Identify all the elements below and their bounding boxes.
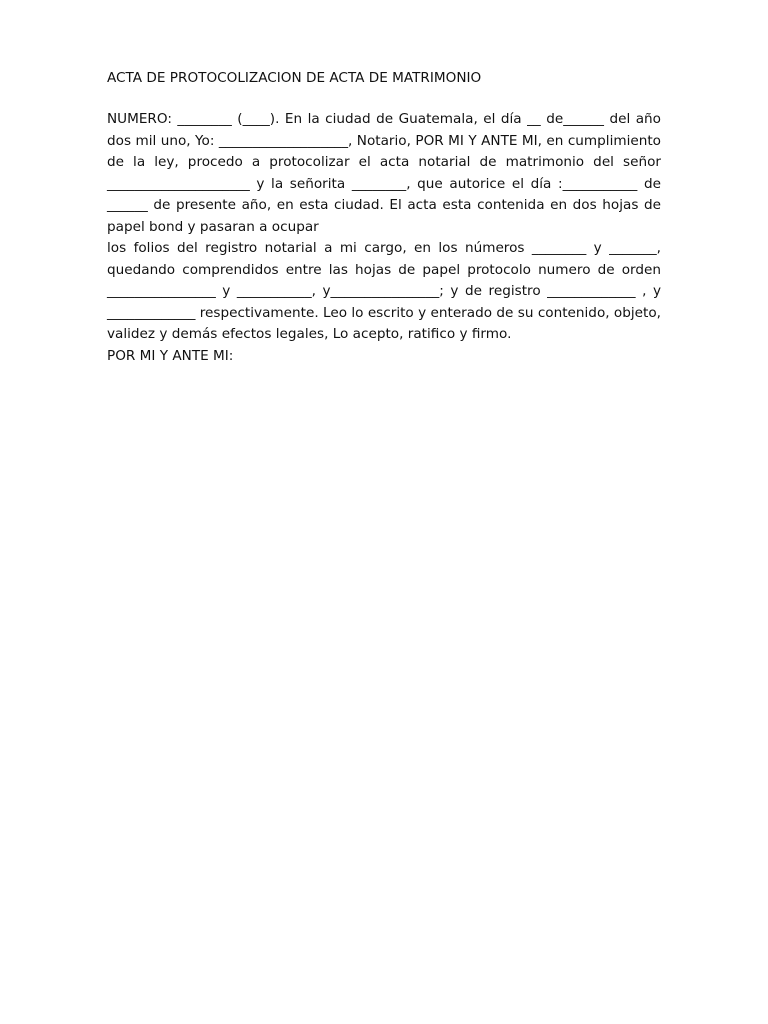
document-title: ACTA DE PROTOCOLIZACION DE ACTA DE MATRIMONIO xyxy=(107,70,482,86)
paragraph-text-1: NUMERO: ________ (____). En la ciudad de Guatemala, el día __ de______ del año dos mil uno, Yo: ___________________, Notario, POR MI Y ANTE MI, en cumplimiento de la ley, procedo a protocolizar el acta notarial de matrimonio del señor _____________________ y la señorita ________, que autorice el día :___________ de ______ de presente año, en esta ciudad. El acta esta contenida en dos hojas de papel bond y pasaran a ocupar xyxy=(107,111,661,235)
document-content xyxy=(107,68,661,367)
signoff-line: POR MI Y ANTE MI: xyxy=(107,347,234,364)
document-paragraph xyxy=(107,109,661,346)
paragraph-text-2: los folios del registro notarial a mi cargo, en los números ________ y _______, quedando comprendidos entre las hojas de papel protocolo numero de orden ________________ y ___________, y________________; y de registro _____________ , y _____________ respectivamente. Leo lo escrito y enterado de su contenido, objeto, validez y demás efectos legales, Lo acepto, ratifico y firmo. xyxy=(107,240,661,342)
